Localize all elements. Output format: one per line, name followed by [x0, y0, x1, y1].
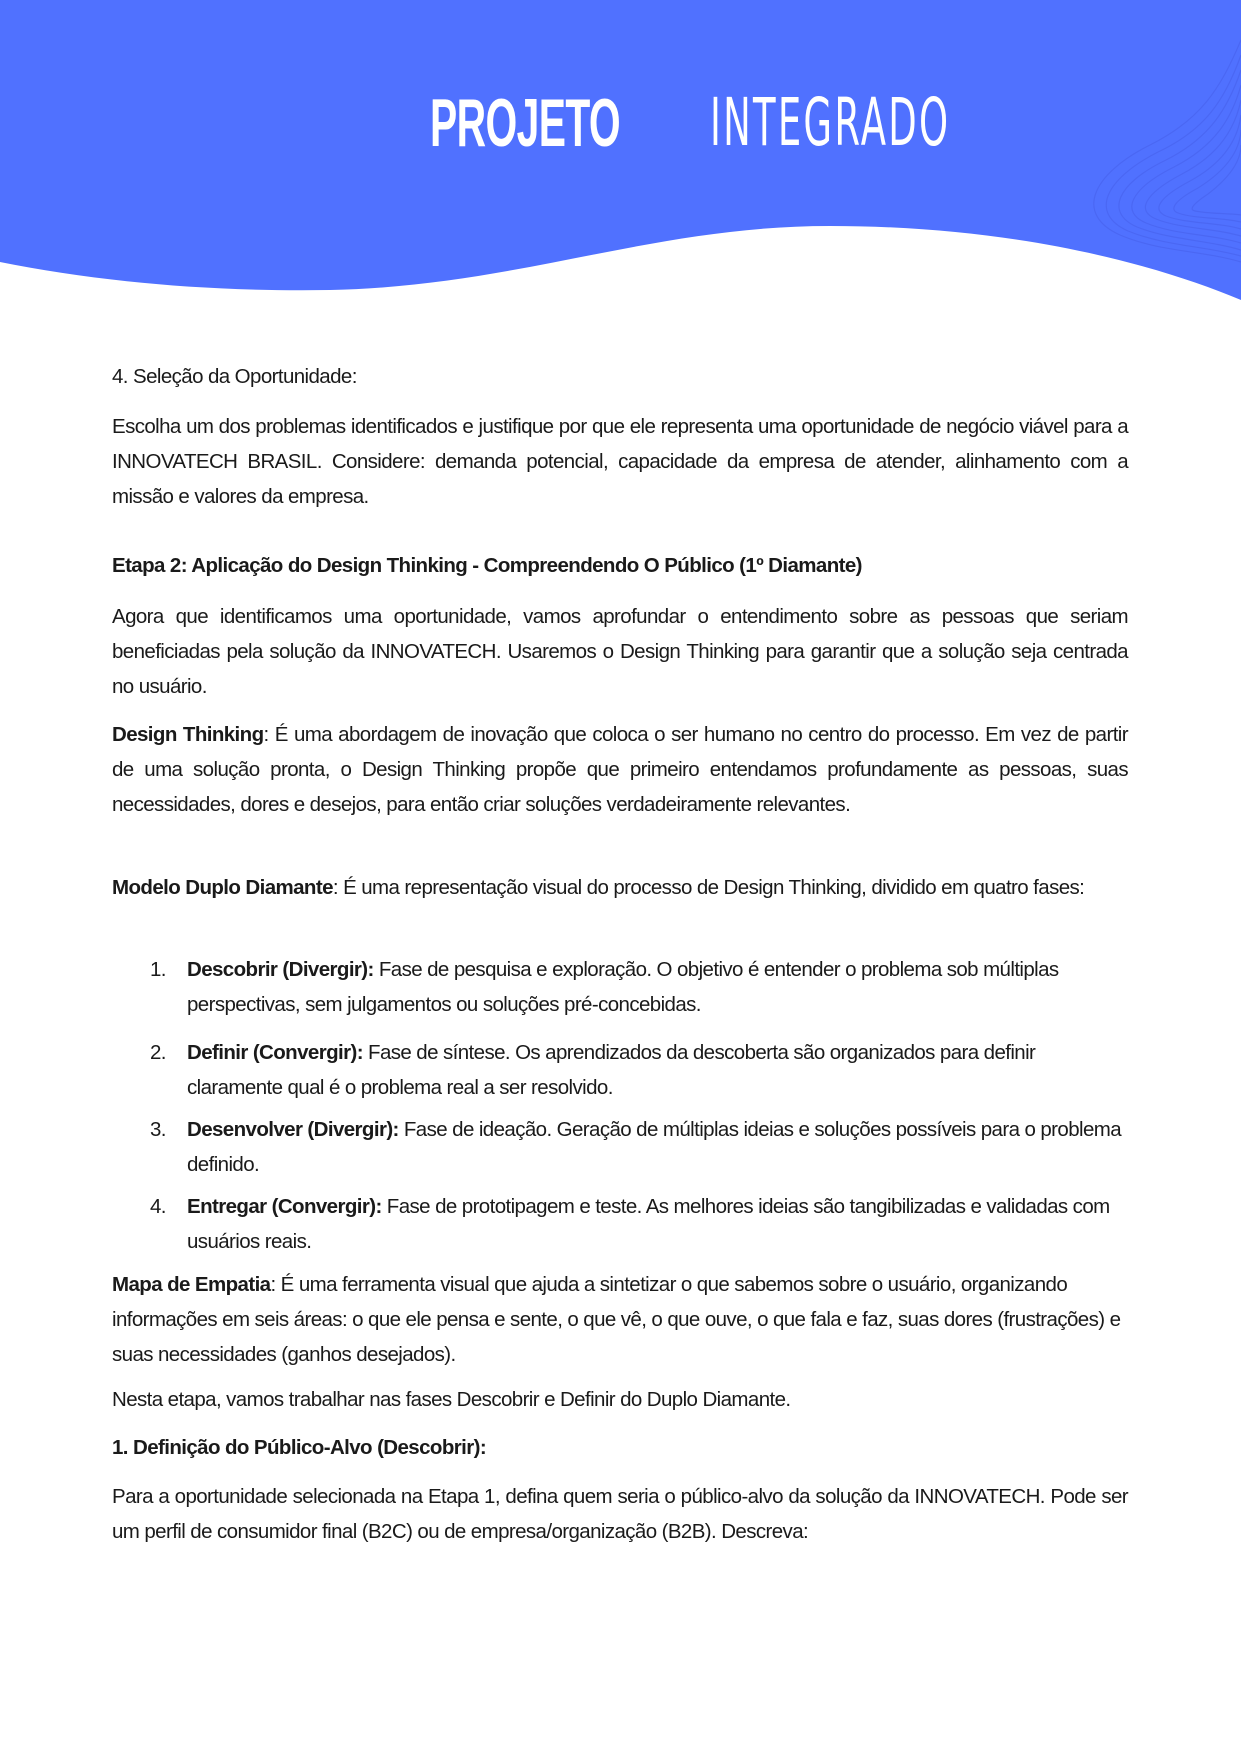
design-thinking-term: Design Thinking [112, 723, 264, 746]
phase-description: Fase de pesquisa e exploração. O objetivo é entender o problema sob múltiplas perspectivas, sem julgamentos ou soluções pré-concebidas. [187, 958, 1059, 1016]
duplo-diamante-term: Modelo Duplo Diamante [112, 876, 333, 899]
publico-paragraph: Para a oportunidade selecionada na Etapa 1, defina quem seria o público-alvo da solução da INNOVATECH. Pode ser um perfil de consumidor final (B2C) ou de empresa/organização (B2B). Descreva: [112, 1485, 1128, 1543]
etapa2-intro: Agora que identificamos uma oportunidade, vamos aprofundar o entendimento sobre as pessoas que seriam beneficiadas pela solução da INNOVATECH. Usaremos o Design Thinking para garantir que a solução seja centrada no usuário. [112, 605, 1128, 698]
design-thinking-definition [112, 718, 1128, 822]
mapa-empatia-term: Mapa de Empatia [112, 1273, 271, 1296]
duplo-diamante-text: : É uma representação visual do processo de Design Thinking, dividido em quatro fases: [332, 876, 1085, 899]
duplo-diamante-definition [112, 871, 1128, 906]
phase-title: Descobrir (Divergir): [187, 958, 374, 981]
design-thinking-text: : É uma abordagem de inovação que coloca o ser humano no centro do processo. Em vez de partir de uma solução pronta, o Design Thinking propõe que primeiro entendamos profundamente as pessoas, suas necessidades, dores e desejos, para então criar soluções verdadeiramente relevantes. [112, 723, 1128, 816]
etapa-note: Nesta etapa, vamos trabalhar nas fases Descobrir e Definir do Duplo Diamante. [112, 1388, 791, 1411]
section4-heading: 4. Seleção da Oportunidade: [112, 365, 357, 388]
phase-title: Entregar (Convergir): [187, 1195, 382, 1218]
title-light: INTEGRADO [710, 84, 951, 161]
title-bold: PROJETO [430, 85, 621, 161]
section4-paragraph: Escolha um dos problemas identificados e justifique por que ele representa uma oportunidade de negócio viável para a INNOVATECH BRASIL. Considere: demanda potencial, capacidade da empresa de atender, alinhamento com a missão e valores da empresa. [112, 415, 1128, 508]
mapa-empatia-definition [112, 1268, 1128, 1372]
phase-description: Fase de síntese. Os aprendizados da descoberta são organizados para definir claramente qual é o problema real a ser resolvido. [187, 1041, 1036, 1099]
phase-title: Desenvolver (Divergir): [187, 1118, 399, 1141]
banner-wave [0, 0, 1241, 300]
phase-number: 4. [150, 1195, 166, 1218]
phase-description: Fase de prototipagem e teste. As melhores ideias são tangibilizadas e validadas com usuários reais. [187, 1195, 1110, 1253]
publico-heading: 1. Definição do Público-Alvo (Descobrir): [112, 1436, 487, 1459]
phase-title: Definir (Convergir): [187, 1041, 363, 1064]
header-banner [0, 0, 1241, 310]
mapa-empatia-text: : É uma ferramenta visual que ajuda a sintetizar o que sabemos sobre o usuário, organizando informações em seis áreas: o que ele pensa e sente, o que vê, o que ouve, o que fala e faz, suas dores (frustrações) e suas necessidades (ganhos desejados). [112, 1273, 1121, 1366]
phase-number: 1. [150, 958, 166, 981]
phase-number: 3. [150, 1118, 166, 1141]
wave-banner-shape [0, 0, 1241, 310]
etapa2-heading: Etapa 2: Aplicação do Design Thinking - Compreendendo O Público (1º Diamante) [112, 554, 862, 577]
phase-description: Fase de ideação. Geração de múltiplas ideias e soluções possíveis para o problema definido. [187, 1118, 1122, 1176]
phase-number: 2. [150, 1041, 166, 1064]
